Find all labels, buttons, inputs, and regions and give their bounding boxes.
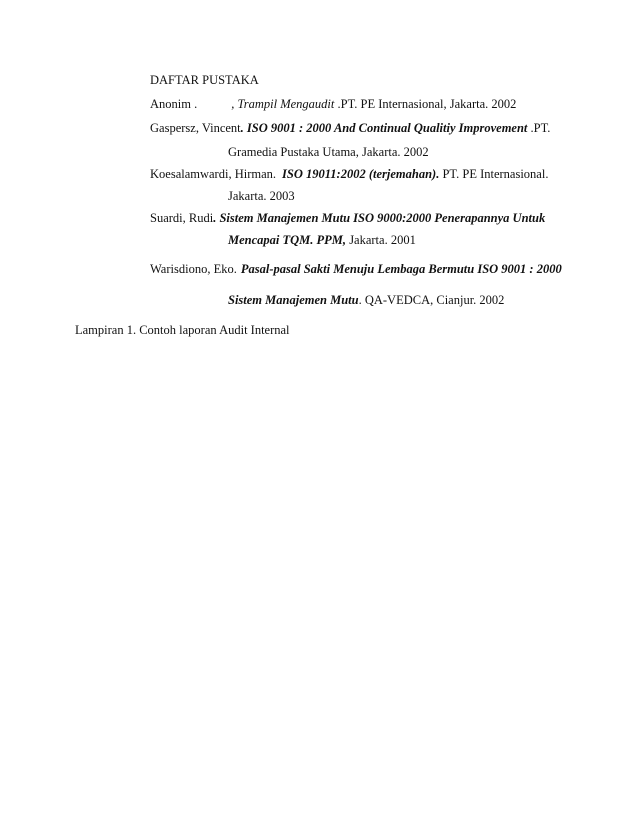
reference-title-continuation: Mencapai TQM. PPM, — [228, 233, 347, 247]
reference-entry — [150, 96, 516, 112]
reference-continuation: Gramedia Pustaka Utama, Jakarta. 2002 — [228, 145, 429, 159]
reference-title: ISO 19011:2002 (terjemahan). — [282, 167, 440, 181]
bibliography-heading: DAFTAR PUSTAKA — [150, 73, 259, 87]
reference-author: Koesalamwardi, Hirman. — [150, 167, 277, 181]
reference-continuation: Jakarta. 2003 — [228, 189, 295, 203]
reference-publisher: . QA-VEDCA, Cianjur. 2002 — [358, 293, 505, 307]
reference-entry — [150, 120, 550, 136]
reference-title: , Trampil Mengaudit — [231, 97, 335, 111]
appendix-caption: Lampiran 1. Contoh laporan Audit Internal — [75, 323, 290, 337]
reference-title: . Sistem Manajemen Mutu ISO 9000:2000 Penerapannya Untuk — [213, 211, 546, 225]
reference-publisher: .PT. PE Internasional, Jakarta. 2002 — [334, 97, 517, 111]
reference-continuation — [228, 232, 416, 248]
reference-publisher: .PT. — [527, 121, 551, 135]
reference-entry — [150, 261, 562, 277]
reference-author: Anonim . — [150, 97, 198, 111]
reference-title: . ISO 9001 : 2000 And Continual Qualitiy Improvement — [240, 121, 528, 135]
reference-entry — [150, 166, 548, 182]
reference-author: Suardi, Rudi — [150, 211, 214, 225]
reference-author: Gaspersz, Vincent — [150, 121, 241, 135]
reference-title-continuation: Sistem Manajemen Mutu — [228, 293, 359, 307]
reference-entry — [150, 210, 545, 226]
reference-continuation — [228, 292, 504, 308]
reference-author: Warisdiono, Eko. — [150, 262, 237, 276]
reference-title: Pasal-pasal Sakti Menuju Lembaga Bermutu ISO 9001 : 2000 — [240, 262, 562, 276]
reference-publisher: Jakarta. 2001 — [346, 233, 416, 247]
reference-publisher: PT. PE Internasional. — [439, 167, 549, 181]
